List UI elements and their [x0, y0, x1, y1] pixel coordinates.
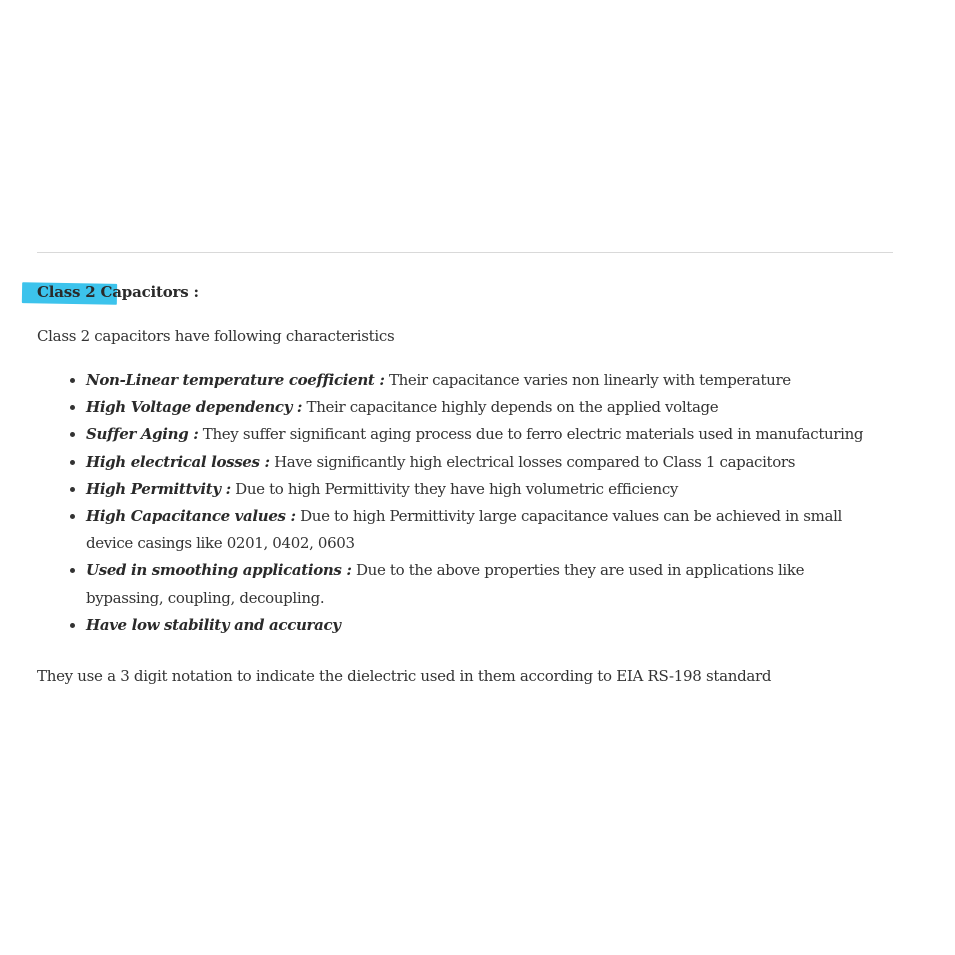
section-heading: Class 2 Capacitors :	[37, 283, 199, 301]
item-term: Non-Linear temperature coefficient :	[86, 371, 385, 389]
item-term: Have low stability and accuracy	[86, 615, 341, 634]
item-term: Used in smoothing applications :	[86, 561, 352, 580]
item-description: Due to high Permittivity large capacitance values can be achieved in small device casings like 0201, 0402, 0603	[86, 507, 842, 553]
intro-paragraph: Class 2 capacitors have following characteristics	[37, 327, 395, 345]
notation-paragraph: They use a 3 digit notation to indicate the dielectric used in them according to EIA RS-198 standard	[37, 667, 772, 685]
item-description: Due to the above properties they are used in applications like bypassing, coupling, decoupling.	[86, 561, 805, 607]
item-term: Suffer Aging :	[86, 425, 199, 444]
list-item	[86, 394, 876, 421]
characteristics-list	[86, 367, 876, 639]
item-term: High Capacitance values :	[86, 507, 296, 526]
list-item	[86, 421, 876, 448]
item-term: High electrical losses :	[86, 452, 270, 471]
section-divider	[37, 252, 893, 253]
item-description: Their capacitance varies non linearly with temperature	[384, 371, 791, 389]
item-description: Their capacitance highly depends on the applied voltage	[302, 398, 719, 417]
list-item	[86, 449, 876, 476]
item-term: High Voltage dependency :	[86, 398, 303, 417]
list-item	[86, 367, 876, 394]
list-item	[86, 557, 876, 611]
item-description: They suffer significant aging process due to ferro electric materials used in manufacturing	[198, 425, 864, 444]
list-item	[86, 612, 876, 639]
item-term: High Permittvity :	[86, 479, 231, 498]
list-item	[86, 476, 876, 503]
item-description: Have significantly high electrical losses compared to Class 1 capacitors	[269, 452, 796, 471]
item-description: Due to high Permittivity they have high volumetric efficiency	[230, 479, 678, 498]
list-item	[86, 503, 876, 557]
